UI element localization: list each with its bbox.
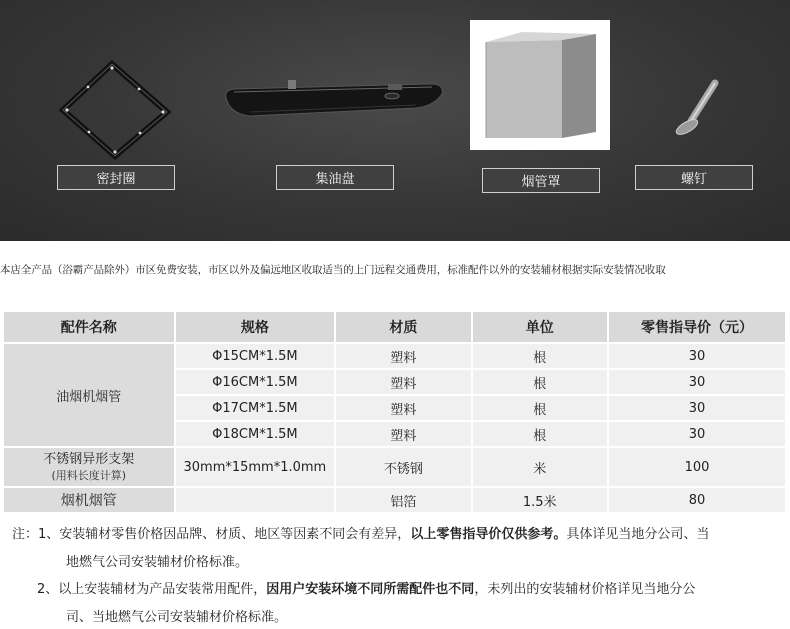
gasket-label: 密封圈 xyxy=(96,172,136,187)
material-cell: 不锈钢 xyxy=(336,448,470,486)
note-2-number: 2、 xyxy=(37,582,59,597)
unit-cell: 米 xyxy=(473,448,607,486)
material-cell: 塑料 xyxy=(336,344,470,368)
gasket-caption xyxy=(57,165,175,190)
pipe-cover-label: 烟管罩 xyxy=(521,175,561,190)
header-name: 配件名称 xyxy=(4,312,174,342)
note-1-line-2: 地燃气公司安装辅材价格标准。 xyxy=(66,554,249,570)
group-name: 油烟机烟管 xyxy=(4,344,174,446)
spec-cell xyxy=(176,488,335,512)
product-banner xyxy=(0,0,790,241)
gasket-icon xyxy=(55,60,175,160)
spec-cell: Φ15CM*1.5M xyxy=(176,344,335,368)
unit-cell: 根 xyxy=(473,422,607,446)
unit-cell: 根 xyxy=(473,396,607,420)
notes-section xyxy=(0,521,790,629)
notes-prefix: 注： xyxy=(12,527,39,542)
spec-cell: Φ16CM*1.5M xyxy=(176,370,335,394)
material-cell: 塑料 xyxy=(336,396,470,420)
note-2-bold: 因用户安装环境不同所需配件也不同 xyxy=(266,582,475,597)
price-cell: 30 xyxy=(609,370,785,394)
note-1-text-b: 具体详见当地分公司、当 xyxy=(566,527,710,542)
note-1-text-a: 安装辅材零售价格因品牌、材质、地区等因素不同会有差异， xyxy=(59,527,411,542)
pipe-name-cell: 烟机烟管 xyxy=(4,488,174,512)
spec-cell: Φ18CM*1.5M xyxy=(176,422,335,446)
table-header-row xyxy=(4,312,785,342)
header-material: 材质 xyxy=(336,312,470,342)
screw-label: 螺钉 xyxy=(680,172,707,187)
oil-tray-label: 集油盘 xyxy=(315,172,355,187)
note-2-line-1 xyxy=(0,576,790,604)
table-row xyxy=(4,488,785,512)
bracket-name-cell xyxy=(4,448,174,486)
note-1-line-1 xyxy=(0,521,790,549)
note-1-number: 1、 xyxy=(38,527,60,542)
screw-item xyxy=(635,75,755,195)
unit-cell: 1.5米 xyxy=(473,488,607,512)
price-cell: 80 xyxy=(609,488,785,512)
bracket-name: 不锈钢异形支架 xyxy=(43,451,135,467)
material-cell: 塑料 xyxy=(336,422,470,446)
unit-cell: 根 xyxy=(473,344,607,368)
table-row xyxy=(4,448,785,486)
pipe-cover-icon xyxy=(470,20,610,150)
price-cell: 30 xyxy=(609,396,785,420)
pipe-cover-item xyxy=(470,20,610,195)
note-2-text-a: 以上安装辅材为产品安装常用配件， xyxy=(58,582,267,597)
oil-tray-caption xyxy=(276,165,394,190)
unit-cell: 根 xyxy=(473,370,607,394)
accessories-price-table xyxy=(2,310,787,514)
oil-tray-item xyxy=(220,70,450,190)
note-2-text-b: ，未列出的安装辅材价格详见当地分公 xyxy=(474,582,696,597)
material-cell: 铝箔 xyxy=(336,488,470,512)
header-unit: 单位 xyxy=(473,312,607,342)
note-2-line-2: 司、当地燃气公司安装辅材价格标准。 xyxy=(66,609,288,625)
price-cell: 100 xyxy=(609,448,785,486)
installation-notice: 本店全产品（浴霸产品除外）市区免费安装，市区以外及偏远地区收取适当的上门远程交通费用，标准配件以外的安装辅材根据实际安装情况收取 xyxy=(0,264,666,276)
spec-cell: 30mm*15mm*1.0mm xyxy=(176,448,335,486)
oil-tray-icon xyxy=(220,70,450,130)
material-cell: 塑料 xyxy=(336,370,470,394)
price-cell: 30 xyxy=(609,344,785,368)
screw-icon xyxy=(655,75,735,145)
price-cell: 30 xyxy=(609,422,785,446)
screw-caption xyxy=(635,165,753,190)
gasket-item xyxy=(55,60,175,190)
header-spec: 规格 xyxy=(176,312,335,342)
header-price: 零售指导价（元） xyxy=(609,312,785,342)
bracket-name-note: (用料长度计算) xyxy=(51,468,127,482)
note-1-bold: 以上零售指导价仅供参考。 xyxy=(410,527,567,542)
spec-cell: Φ17CM*1.5M xyxy=(176,396,335,420)
table-row xyxy=(4,344,785,368)
pipe-cover-caption xyxy=(482,168,600,193)
